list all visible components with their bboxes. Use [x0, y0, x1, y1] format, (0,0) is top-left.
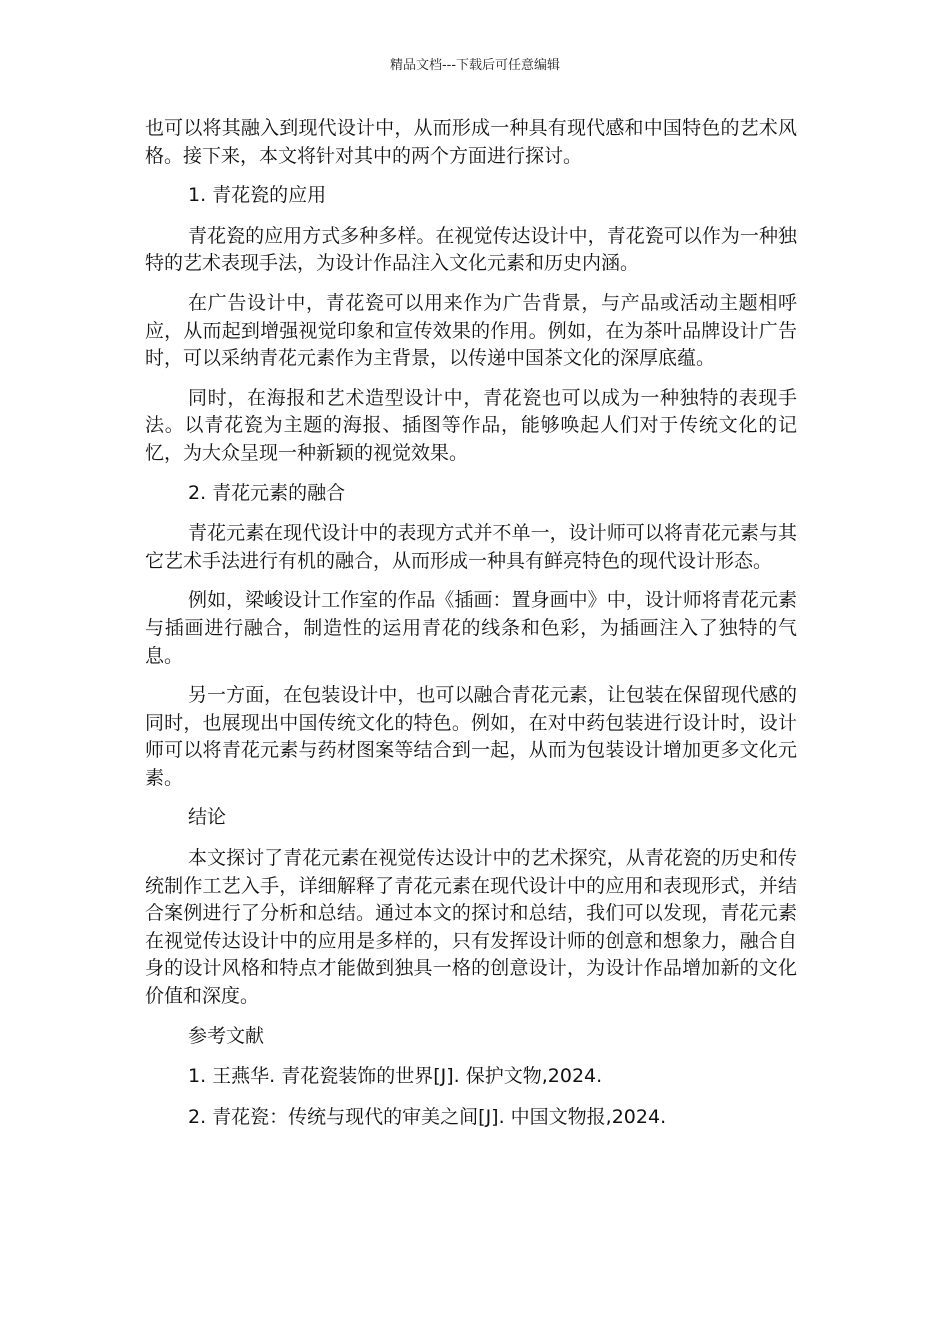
body-paragraph: 青花元素在现代设计中的表现方式并不单一，设计师可以将青花元素与其它艺术手法进行有机的融合，从而形成一种具有鲜亮特色的现代设计形态。	[145, 522, 797, 572]
body-paragraph: 在广告设计中，青花瓷可以用来作为广告背景，与产品或活动主题相呼应，从而起到增强视觉印象和宣传效果的作用。例如，在为茶叶品牌设计广告时，可以采纳青花元素作为主背景，以传递中国茶文化的深厚底蕴。	[145, 291, 797, 370]
section-heading-element-fusion: 2. 青花元素的融合	[188, 481, 346, 504]
intro-paragraph: 也可以将其融入到现代设计中，从而形成一种具有现代感和中国特色的艺术风格。接下来，本文将针对其中的两个方面进行探讨。	[145, 117, 797, 167]
reference-item: 1. 王燕华. 青花瓷装饰的世界[J]. 保护文物,2024.	[188, 1065, 603, 1088]
page-header: 精品文档---下载后可任意编辑	[389, 58, 561, 73]
conclusion-heading: 结论	[188, 806, 227, 829]
section-heading-blue-white-porcelain-application: 1. 青花瓷的应用	[188, 184, 327, 207]
body-paragraph: 另一方面，在包装设计中，也可以融合青花元素，让包装在保留现代感的同时，也展现出中国传统文化的特色。例如，在对中药包装进行设计时，设计师可以将青花元素与药材图案等结合到一起，从而为包装设计增加更多文化元素。	[145, 684, 797, 789]
document-body	[145, 115, 797, 1144]
body-paragraph: 例如，梁峻设计工作室的作品《插画：置身画中》中，设计师将青花元素与插画进行融合，制造性的运用青花的线条和色彩，为插画注入了独特的气息。	[145, 589, 797, 667]
reference-item: 2. 青花瓷：传统与现代的审美之间[J]. 中国文物报,2024.	[188, 1105, 667, 1128]
conclusion-paragraph: 本文探讨了青花元素在视觉传达设计中的艺术探究，从青花瓷的历史和传统制作工艺入手，详细解释了青花元素在现代设计中的应用和表现形式，并结合案例进行了分析和总结。通过本文的探讨和总结，我们可以发现，青花元素在视觉传达设计中的应用是多样的，只有发挥设计师的创意和想象力，融合自身的设计风格和特点才能做到独具一格的创意设计，为设计作品增加新的文化价值和深度。	[145, 847, 797, 1008]
body-paragraph: 同时，在海报和艺术造型设计中，青花瓷也可以成为一种独特的表现手法。以青花瓷为主题的海报、插图等作品，能够唤起人们对于传统文化的记忆，为大众呈现一种新颖的视觉效果。	[145, 386, 797, 464]
references-heading: 参考文献	[188, 1024, 265, 1047]
body-paragraph: 青花瓷的应用方式多种多样。在视觉传达设计中，青花瓷可以作为一种独特的艺术表现手法，为设计作品注入文化元素和历史内涵。	[145, 224, 797, 275]
